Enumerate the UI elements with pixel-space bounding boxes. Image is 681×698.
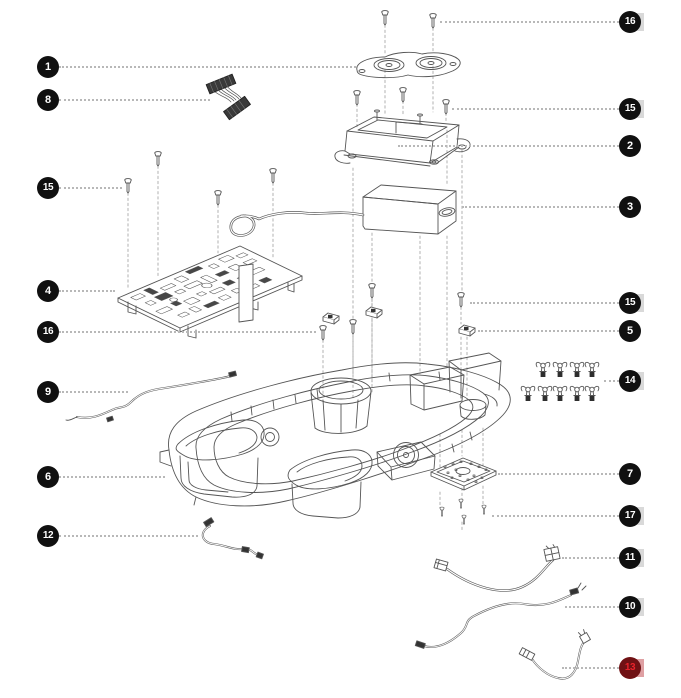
- callout-13[interactable]: [619, 657, 641, 679]
- callout-14[interactable]: [619, 370, 641, 392]
- leader-line: [59, 290, 115, 292]
- callout-number: 8: [44, 93, 52, 106]
- callout-number: 9: [44, 385, 52, 398]
- leader-line: [470, 302, 619, 304]
- callout-number: 4: [44, 284, 52, 297]
- leader-line: [59, 187, 122, 189]
- callout-4[interactable]: [37, 280, 59, 302]
- leader-line: [59, 331, 316, 333]
- callout-number: 17: [624, 510, 636, 521]
- callout-17[interactable]: [619, 505, 641, 527]
- leader-line: [498, 473, 619, 475]
- callout-15[interactable]: [37, 177, 59, 199]
- callout-11[interactable]: [619, 547, 641, 569]
- leader-line: [604, 380, 619, 382]
- callout-number: 15: [624, 103, 636, 114]
- callout-number: 10: [624, 601, 636, 612]
- leader-line: [452, 108, 619, 110]
- callout-number: 15: [624, 297, 636, 308]
- callout-6[interactable]: [37, 466, 59, 488]
- leader-line: [440, 21, 619, 23]
- leader-line: [59, 66, 356, 68]
- callout-number: 16: [624, 16, 636, 27]
- callout-number: 12: [42, 530, 54, 541]
- callout-7[interactable]: [619, 463, 641, 485]
- callout-number: 3: [626, 200, 634, 213]
- leader-line: [462, 206, 619, 208]
- callout-8[interactable]: [37, 89, 59, 111]
- callout-number: 14: [624, 375, 636, 386]
- callout-10[interactable]: [619, 596, 641, 618]
- callout-9[interactable]: [37, 381, 59, 403]
- callout-number: 7: [626, 467, 634, 480]
- callout-3[interactable]: [619, 196, 641, 218]
- callout-number: 16: [42, 326, 54, 337]
- callout-number: 13: [624, 662, 636, 673]
- leader-line: [59, 391, 128, 393]
- leader-line: [398, 145, 619, 147]
- callout-16[interactable]: [619, 11, 641, 33]
- leader-line: [565, 606, 619, 608]
- callout-15[interactable]: [619, 98, 641, 120]
- callout-number: 1: [44, 60, 52, 73]
- callout-2[interactable]: [619, 135, 641, 157]
- leader-line: [478, 330, 619, 332]
- callout-16[interactable]: [37, 321, 59, 343]
- leader-line: [562, 667, 619, 669]
- leader-line: [562, 557, 619, 559]
- callout-number: 11: [625, 552, 635, 563]
- callout-5[interactable]: [619, 320, 641, 342]
- callout-15[interactable]: [619, 292, 641, 314]
- callout-number: 2: [626, 139, 634, 152]
- leader-line: [59, 99, 210, 101]
- callout-number: 15: [42, 182, 54, 193]
- callout-1[interactable]: [37, 56, 59, 78]
- leader-line: [492, 515, 619, 517]
- leader-line: [59, 535, 198, 537]
- callout-12[interactable]: [37, 525, 59, 547]
- callout-number: 5: [626, 324, 634, 337]
- leader-line: [59, 476, 165, 478]
- callout-number: 6: [44, 470, 52, 483]
